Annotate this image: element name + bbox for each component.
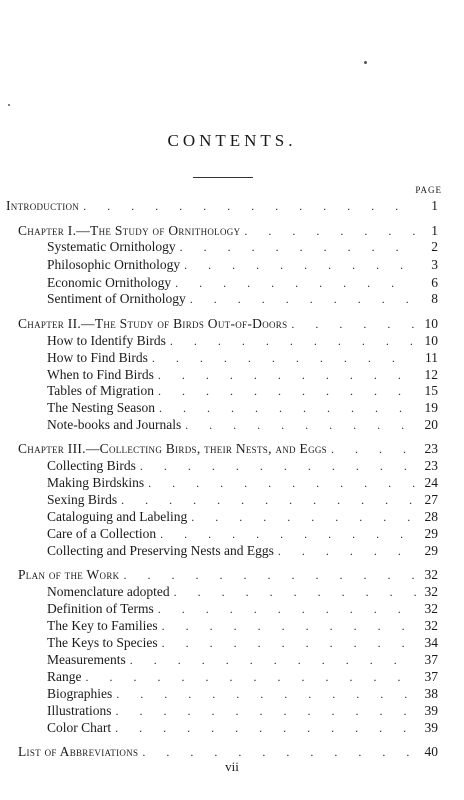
toc-page-number: 39 <box>424 720 438 735</box>
toc-page-number: 10 <box>424 316 438 331</box>
toc-sub-entry <box>47 416 438 433</box>
dot-leader <box>116 703 417 720</box>
page-title: CONTENTS. <box>167 131 297 150</box>
dot-leader <box>116 686 416 703</box>
toc-page-number: 1 <box>431 223 438 238</box>
toc-page-number: 39 <box>424 703 438 718</box>
print-speck <box>364 61 367 64</box>
toc-entry-label: Cataloguing and Labeling <box>47 509 188 524</box>
toc-entry-label: Collecting and Preserving Nests and Eggs <box>47 543 274 558</box>
toc-page-number: 37 <box>424 669 438 684</box>
dot-leader <box>115 720 416 737</box>
toc-entry-label: Note-books and Journals <box>47 417 182 432</box>
toc-heading-entry <box>18 743 438 760</box>
toc-entry-label: Sexing Birds <box>47 492 118 507</box>
dot-leader <box>121 492 416 509</box>
toc-entry-label: Measurements <box>47 652 126 667</box>
toc-entry-label: Range <box>47 669 82 684</box>
page-column-label: PAGE <box>415 185 442 195</box>
toc-page-number: 40 <box>424 744 438 759</box>
toc-sub-entry <box>47 583 438 600</box>
toc-entry-label: Introduction <box>6 198 80 213</box>
dot-leader <box>184 257 416 274</box>
dot-leader <box>159 400 416 417</box>
dot-leader <box>148 475 416 492</box>
dot-leader <box>174 584 416 601</box>
toc-page-number: 11 <box>425 350 438 365</box>
toc-entry-label: Philosophic Ornithology <box>47 257 181 272</box>
dot-leader <box>123 567 416 584</box>
toc-page-number: 12 <box>424 367 438 382</box>
dot-leader <box>190 291 416 308</box>
toc-sub-entry <box>47 702 438 719</box>
toc-sub-entry <box>47 290 438 307</box>
toc-heading-entry <box>18 566 438 583</box>
print-speck <box>8 104 10 106</box>
toc-entry-label: The Keys to Species <box>47 635 158 650</box>
toc-page-number: 29 <box>424 526 438 541</box>
dot-leader <box>158 601 416 618</box>
toc-entry-label: Chapter III.—Collecting Birds, their Nests, and Eggs <box>18 441 327 456</box>
dot-leader <box>152 350 416 367</box>
toc-entry-label: Making Birdskins <box>47 475 145 490</box>
toc-page-number: 6 <box>431 275 438 290</box>
toc-entry-label: How to Find Birds <box>47 350 148 365</box>
dot-leader <box>83 198 416 215</box>
toc-entry-label: Illustrations <box>47 703 112 718</box>
toc-page-number: 23 <box>424 441 438 456</box>
toc-sub-entry <box>47 651 438 668</box>
toc-heading-entry <box>18 315 438 332</box>
title-rule <box>193 177 253 178</box>
dot-leader <box>130 652 416 669</box>
toc-page-number: 34 <box>424 635 438 650</box>
toc-sub-entry <box>47 600 438 617</box>
toc-page-number: 20 <box>424 417 438 432</box>
toc-page-number: 32 <box>424 601 438 616</box>
toc-sub-entry <box>47 634 438 651</box>
toc-page-number: 27 <box>424 492 438 507</box>
toc-page-number: 38 <box>424 686 438 701</box>
dot-leader <box>86 669 417 686</box>
toc-sub-entry <box>47 617 438 634</box>
toc-sub-entry <box>47 491 438 508</box>
toc-page-number: 32 <box>424 567 438 582</box>
toc-sub-entry <box>47 238 438 255</box>
dot-leader <box>191 509 416 526</box>
toc-page-number: 8 <box>431 291 438 306</box>
toc-page-number: 29 <box>424 543 438 558</box>
toc-entry-label: Biographies <box>47 686 113 701</box>
toc-page-number: 10 <box>424 333 438 348</box>
toc-entry-label: When to Find Birds <box>47 367 154 382</box>
dot-leader <box>185 417 416 434</box>
toc-page-number: 24 <box>424 475 438 490</box>
dot-leader <box>140 458 416 475</box>
toc-entry-label: The Nesting Season <box>47 400 155 415</box>
toc-sub-entry <box>47 542 438 559</box>
dot-leader <box>160 526 416 543</box>
dot-leader <box>162 618 416 635</box>
toc-entry-label: Collecting Birds <box>47 458 136 473</box>
toc-sub-entry <box>47 366 438 383</box>
dot-leader <box>291 316 416 333</box>
toc-entry-label: Chapter I.—The Study of Ornithology <box>18 223 241 238</box>
toc-entry-label: Economic Ornithology <box>47 275 172 290</box>
toc-page-number: 37 <box>424 652 438 667</box>
toc-page-number: 1 <box>431 198 438 213</box>
toc-sub-entry <box>47 349 438 366</box>
toc-entry-label: Nomenclature adopted <box>47 584 170 599</box>
toc-page-number: 2 <box>431 239 438 254</box>
toc-page-number: 19 <box>424 400 438 415</box>
toc-sub-entry <box>47 457 438 474</box>
toc-heading-entry <box>18 222 438 239</box>
toc-entry-label: Sentiment of Ornithology <box>47 291 186 306</box>
toc-page-number: 3 <box>431 257 438 272</box>
toc-page-number: 32 <box>424 618 438 633</box>
toc-entry-label: Tables of Migration <box>47 383 155 398</box>
toc-sub-entry <box>47 332 438 349</box>
dot-leader <box>162 635 416 652</box>
page-folio: vii <box>225 759 239 774</box>
toc-entry-label: Chapter II.—The Study of Birds Out-of-Doors <box>18 316 288 331</box>
toc-sub-entry <box>47 256 438 273</box>
dot-leader <box>278 543 416 560</box>
toc-page-number: 15 <box>424 383 438 398</box>
toc-entry-label: Plan of the Work <box>18 567 120 582</box>
toc-entry-label: Definition of Terms <box>47 601 154 616</box>
toc-entry-label: The Key to Families <box>47 618 158 633</box>
dot-leader <box>170 333 416 350</box>
toc-entry-label: How to Identify Birds <box>47 333 166 348</box>
toc-entry-label: List of Abbreviations <box>18 744 139 759</box>
toc-entry-label: Care of a Collection <box>47 526 157 541</box>
toc-sub-entry <box>47 685 438 702</box>
dot-leader <box>331 441 416 458</box>
toc-sub-entry <box>47 399 438 416</box>
toc-sub-entry <box>47 525 438 542</box>
dot-leader <box>158 383 416 400</box>
toc-page-number: 28 <box>424 509 438 524</box>
toc-page-number: 23 <box>424 458 438 473</box>
toc-sub-entry <box>47 474 438 491</box>
toc-sub-entry <box>47 274 438 291</box>
toc-entry-label: Systematic Ornithology <box>47 239 176 254</box>
toc-sub-entry <box>47 508 438 525</box>
toc-entry-label: Color Chart <box>47 720 112 735</box>
dot-leader <box>180 239 416 256</box>
toc-sub-entry <box>47 668 438 685</box>
toc-sub-entry <box>47 382 438 399</box>
toc-heading-entry <box>18 440 438 457</box>
toc-sub-entry <box>47 719 438 736</box>
toc-heading-entry <box>6 197 438 214</box>
toc-page-number: 32 <box>424 584 438 599</box>
